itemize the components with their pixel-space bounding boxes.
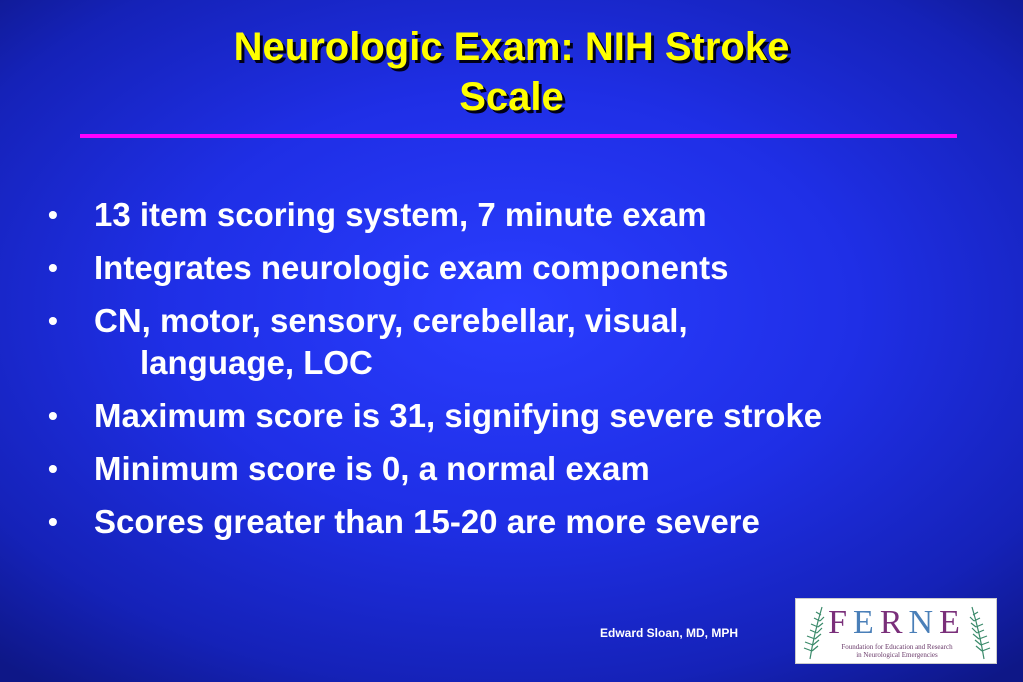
bullet-text: Scores greater than 15-20 are more severe (94, 503, 760, 540)
bullet-icon: • (48, 252, 58, 283)
bullet-continuation: language, LOC (140, 344, 373, 381)
slide-title (60, 22, 963, 122)
bullet-item (48, 247, 1008, 289)
bullet-item (48, 300, 1008, 384)
logo-letters (826, 604, 968, 642)
logo-letter: R (879, 604, 909, 641)
bullet-item (48, 194, 1008, 236)
bullet-icon: • (48, 199, 58, 230)
slide-title-line-1: Neurologic Exam: NIH Stroke (233, 25, 790, 69)
bullet-text: Minimum score is 0, a normal exam (94, 450, 650, 487)
slide-title-line-2: Scale (459, 75, 564, 119)
logo-subtitle (826, 643, 968, 659)
logo-letter: E (939, 604, 966, 641)
bullet-item (48, 448, 1008, 490)
bullet-text: 13 item scoring system, 7 minute exam (94, 196, 707, 233)
bullet-icon: • (48, 453, 58, 484)
logo-subtitle-line-2: in Neurological Emergencies (856, 651, 938, 659)
bullet-icon: • (48, 506, 58, 537)
bullet-item (48, 395, 1008, 437)
ferne-logo (795, 598, 997, 664)
bullet-text: Maximum score is 31, signifying severe stroke (94, 397, 823, 434)
bullet-text: Integrates neurologic exam components (94, 249, 729, 286)
bullet-list (48, 194, 1008, 554)
author-credit: Edward Sloan, MD, MPH (600, 626, 739, 640)
bullet-icon: • (48, 305, 58, 336)
logo-letter: E (853, 604, 880, 641)
logo-subtitle-line-1: Foundation for Education and Research (841, 643, 953, 651)
bullet-icon: • (48, 400, 58, 431)
bullet-text: CN, motor, sensory, cerebellar, visual, (94, 302, 688, 339)
logo-letter: F (828, 604, 854, 641)
bullet-item (48, 501, 1008, 543)
title-divider (80, 134, 957, 138)
logo-letter: N (908, 604, 940, 641)
